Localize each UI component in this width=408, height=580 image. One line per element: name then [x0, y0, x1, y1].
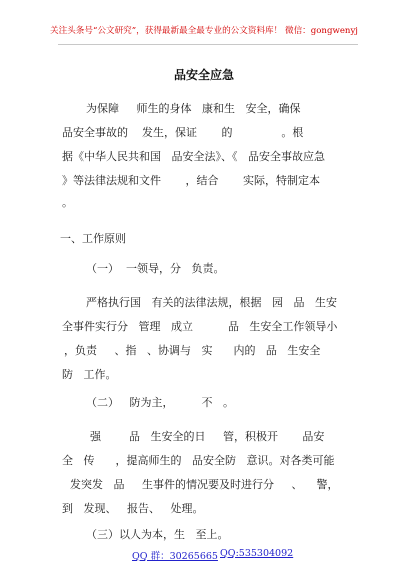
body-line-10: 强 品 生安全的日 管，积极开 品安 [90, 430, 325, 443]
body-line-3: 据《中华人民共和国 品安全法》、《 品安全事故应急 [62, 150, 325, 163]
body-line-6: 严格执行国 有关的法律法规，根据 园 品 生安 [86, 296, 337, 309]
body-line-2: 品安全事故的 发生，保证 的 。根 [62, 126, 304, 139]
subheading-1: （一） 一领导，分 负责。 [86, 262, 225, 275]
body-line-4: 》等法律法规和文件 ，结合 实际，特制定本 [62, 174, 320, 187]
body-line-11: 全 传 ，提高师生的 品安全防 意识。对各类可能 [62, 454, 335, 467]
footer-qq[interactable]: QQ:535304092 [220, 548, 294, 559]
body-line-5: 。 [62, 196, 73, 209]
header-divider [58, 44, 358, 45]
body-line-12: 发突发 品 生事件的情况要及时进行分 、 警， [70, 478, 339, 491]
footer-qq-group[interactable]: QQ 群：30265665 [132, 551, 218, 562]
section-heading-1: 一、工作原则 [60, 232, 126, 245]
body-line-7: 全事件实行分 管理 成立 品 生安全工作领导小 [62, 320, 338, 333]
header-banner: 关注头条号“公文研究”，获得最新最全最专业的公文资料库！ 微信：gongwenyj [50, 26, 358, 36]
body-line-8: ，负责 、指 、协调与 实 内的 品 生安全 [64, 344, 321, 357]
subheading-2: （二） 防为主， 不 。 [86, 396, 234, 409]
body-line-9: 防 工作。 [62, 368, 117, 381]
document-title: 品安全应急 [173, 68, 234, 82]
subheading-3: （三）以人为本，生 至上。 [86, 528, 229, 541]
body-line-1: 为保障 师生的身体 康和生 安全，确保 [86, 102, 301, 115]
body-line-13: 到 发现、 报告、 处理。 [62, 502, 204, 515]
